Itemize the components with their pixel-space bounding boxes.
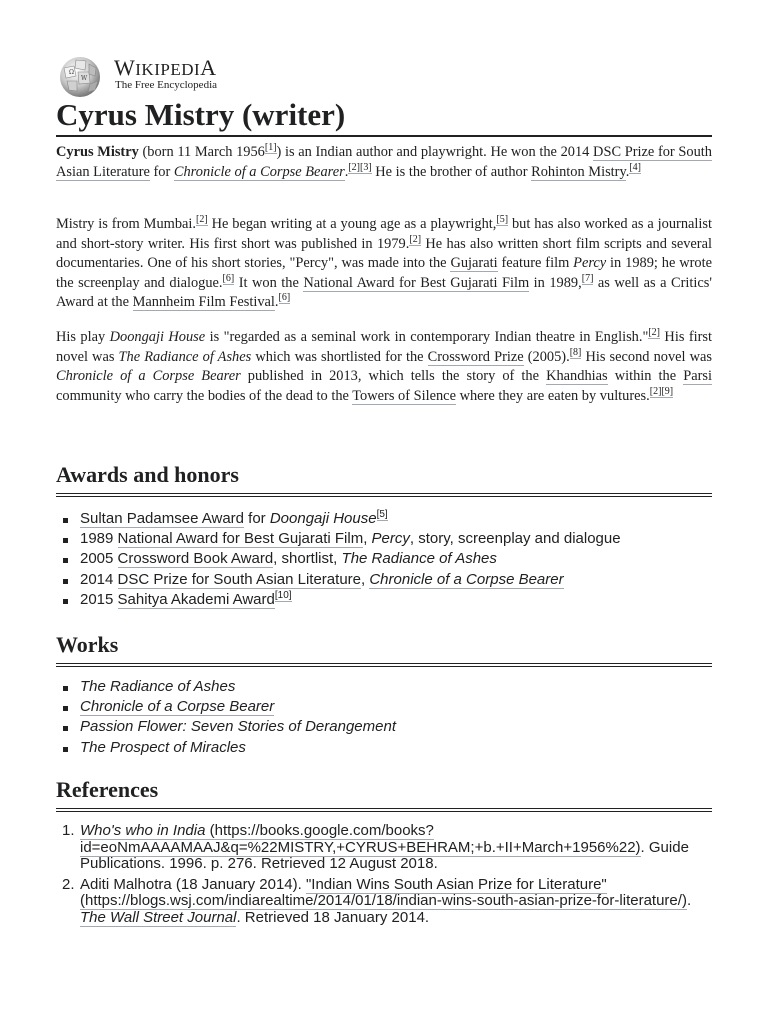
work-title: The Prospect of Miracles <box>80 738 246 756</box>
text: where they are eaten by vultures. <box>455 387 650 404</box>
section-heading-references: References <box>56 775 712 812</box>
text: (2005). <box>523 348 570 365</box>
italic-title: Doongaji House <box>269 510 377 527</box>
link-towers-of-silence[interactable]: Towers of Silence <box>352 387 456 404</box>
text: in 1989; he wrote the screenplay and dialogue. <box>56 255 712 291</box>
text: , <box>363 530 372 548</box>
text: . Guide Publications. 1996. p. 276. Retrieved 12 August 2018. <box>80 838 689 872</box>
text: It won the <box>234 274 304 291</box>
text: within the <box>607 368 684 384</box>
link-crossword-book-award[interactable]: Crossword Book Award <box>117 550 274 568</box>
list-item <box>80 590 712 610</box>
list-item <box>80 677 712 697</box>
text: for <box>244 510 270 527</box>
text: as well as a Critics' Award at the <box>56 274 713 310</box>
text: 2015 <box>80 590 118 608</box>
text: community who carry the bodies of the dead to the <box>56 387 353 404</box>
citation-link[interactable]: [2] <box>649 385 662 397</box>
citation-link[interactable]: [5] <box>376 509 388 520</box>
citation-link[interactable]: [4] <box>629 161 642 173</box>
works-paragraph <box>56 328 712 406</box>
text: Aditi Malhotra (18 January 2014). <box>80 875 306 893</box>
italic-title: The Radiance of Ashes <box>118 348 252 365</box>
wikipedia-logo[interactable] <box>56 54 316 98</box>
italic-title: Chronicle of a Corpse Bearer <box>56 368 241 384</box>
reference-item <box>62 875 712 927</box>
text: which was shortlisted for the <box>251 348 428 365</box>
link-chronicle[interactable]: Chronicle of a Corpse Bearer <box>369 570 564 588</box>
link-crossword-prize[interactable]: Crossword Prize <box>427 348 524 365</box>
link-mannheim[interactable]: Mannheim Film Festival <box>132 294 275 310</box>
career-paragraph <box>56 215 712 313</box>
text: His first novel was <box>56 329 713 365</box>
citation-link[interactable]: [2] <box>648 327 661 339</box>
reference-link[interactable] <box>80 822 641 857</box>
text: He began writing at a young age as a playwright, <box>207 216 497 232</box>
list-item <box>80 717 712 737</box>
citation-link[interactable]: [6] <box>222 272 235 284</box>
text: 2014 <box>80 570 118 588</box>
references-list <box>62 822 712 930</box>
awards-list <box>80 509 712 610</box>
reference-item <box>62 822 712 873</box>
text: He is the brother of author <box>371 163 532 180</box>
text: for <box>149 163 174 180</box>
text: Mistry is from Mumbai. <box>56 216 197 232</box>
text: . <box>686 892 692 909</box>
reference-url: (https://books.google.com/books?id=eoNmAAAAMAAJ&q=%22MISTRY,+CYRUS+BEHRAM;+b.+II+March+1956%22) <box>80 822 641 856</box>
reference-title: "Indian Wins South Asian Prize for Literature" <box>305 875 607 893</box>
citation-link[interactable]: [2] <box>409 233 422 245</box>
text: (born 11 March 1956 <box>138 144 265 160</box>
text: . <box>274 294 279 310</box>
works-list <box>80 677 712 758</box>
link-gujarati[interactable]: Gujarati <box>450 255 498 271</box>
text: feature film <box>497 255 574 271</box>
page-title: Cyrus Mistry (writer) <box>56 96 712 137</box>
svg-text:Ω: Ω <box>69 69 74 76</box>
work-title: Passion Flower: Seven Stories of Derangement <box>80 718 396 736</box>
italic-title: Doongaji House <box>109 329 206 345</box>
citation-link[interactable]: [10] <box>274 589 292 601</box>
text: but has also worked as a journalist and short-story writer. His first short was published in 1979. <box>56 216 713 252</box>
wordmark-w: W <box>114 55 136 80</box>
italic-title: Percy <box>371 530 410 548</box>
intro-paragraph <box>56 143 712 182</box>
text: His second novel was <box>581 348 713 365</box>
reference-number: 1. <box>62 822 75 839</box>
link-dsc-prize[interactable]: DSC Prize for South Asian Literature <box>117 570 361 588</box>
section-heading-works: Works <box>56 630 712 667</box>
wordmark-end: A <box>200 55 217 80</box>
list-item <box>80 509 712 529</box>
link-chronicle[interactable]: Chronicle of a Corpse Bearer <box>173 163 345 180</box>
citation-link[interactable]: [9] <box>661 385 674 397</box>
text: 1989 <box>80 530 118 548</box>
wikipedia-globe-icon <box>56 54 104 98</box>
citation-link[interactable]: [5] <box>496 214 509 226</box>
list-item <box>80 549 712 569</box>
italic-title: Percy <box>573 255 607 271</box>
text: , <box>361 570 370 588</box>
text: His play <box>56 329 110 345</box>
link-chronicle[interactable]: Chronicle of a Corpse Bearer <box>80 698 275 716</box>
text: , shortlist, <box>273 550 342 568</box>
reference-url: (https://blogs.wsj.com/indiarealtime/2014/01/18/indian-wins-south-asian-prize-for-literature/) <box>80 892 687 909</box>
svg-text:W: W <box>81 75 88 82</box>
text: in 1989, <box>529 274 582 291</box>
text: He has also written short film scripts and several documentaries. One of his short stories, "Percy", was made into the <box>56 235 712 271</box>
list-item <box>80 570 712 590</box>
text: . <box>625 163 630 180</box>
text: published in 2013, which tells the story of the <box>240 368 547 384</box>
citation-link[interactable]: [1] <box>264 142 277 154</box>
text: . <box>344 163 349 180</box>
list-item <box>80 529 712 549</box>
link-sahitya-akademi[interactable]: Sahitya Akademi Award <box>117 590 275 608</box>
link-dsc-prize[interactable]: DSC Prize for South Asian Literature <box>56 144 712 180</box>
link-rohinton-mistry[interactable]: Rohinton Mistry <box>531 163 626 180</box>
text: 2005 <box>80 550 118 568</box>
citation-link[interactable]: [2] <box>348 161 360 173</box>
link-khandhias[interactable]: Khandhias <box>546 368 608 384</box>
link-national-award[interactable]: National Award for Best Gujarati Film <box>117 530 364 548</box>
citation-link[interactable]: [2] <box>196 214 208 226</box>
text: is "regarded as a seminal work in contemporary Indian theatre in English." <box>205 329 649 345</box>
link-national-award[interactable]: National Award for Best Gujarati Film <box>303 274 530 291</box>
work-title: The Radiance of Ashes <box>80 678 236 695</box>
text: , story, screenplay and dialogue <box>409 530 621 548</box>
section-heading-awards: Awards and honors <box>56 460 712 497</box>
link-sultan-padamsee[interactable]: Sultan Padamsee Award <box>80 510 244 527</box>
link-wall-street-journal[interactable]: The Wall Street Journal <box>80 908 237 926</box>
text: ) is an Indian author and playwright. He won the 2014 <box>276 144 594 160</box>
list-item <box>80 738 712 758</box>
citation-link[interactable]: [3] <box>359 161 372 173</box>
reference-number: 2. <box>62 875 75 893</box>
tagline: The Free Encyclopedia <box>115 79 218 91</box>
reference-title: Who's who in India <box>80 822 206 839</box>
italic-title: The Radiance of Ashes <box>341 550 497 568</box>
text: . Retrieved 18 January 2014. <box>236 908 430 926</box>
wordmark-rest: IKIPEDI <box>135 60 201 79</box>
link-parsi[interactable]: Parsi <box>683 368 713 384</box>
list-item <box>80 697 712 717</box>
citation-link[interactable]: [7] <box>581 272 594 284</box>
citation-link[interactable]: [8] <box>569 346 582 358</box>
subject-name: Cyrus Mistry <box>56 144 139 160</box>
citation-link[interactable]: [6] <box>278 292 291 304</box>
